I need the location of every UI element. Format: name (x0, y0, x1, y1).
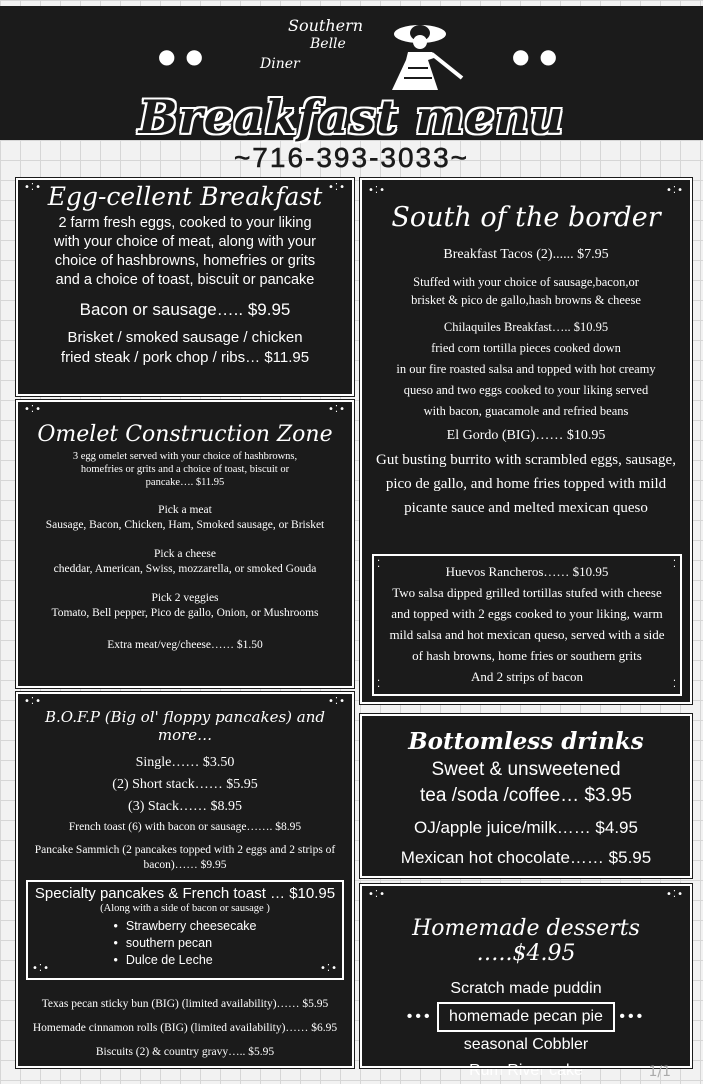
list-item: • Strawberry cheesecake (113, 918, 256, 935)
logo-text-belle: Belle (310, 36, 346, 52)
extra-price: Extra meat/veg/cheese…… $1.50 (107, 639, 263, 651)
panel-south-of-border (360, 178, 692, 704)
pick-meat: Pick a meat Sausage, Bacon, Chicken, Ham, Smoked sausage, or Brisket (45, 504, 325, 531)
diner-logo (240, 12, 470, 92)
tacos-price: Breakfast Tacos (2)...... $7.95 (443, 247, 609, 262)
corner-ornament: •⁚• (328, 404, 346, 415)
list-item: Rum River cake (469, 1062, 583, 1079)
phone-number[interactable]: ~716-393-3033~ (233, 142, 470, 173)
specialty-title: Specialty pancakes & French toast … $10.95 (34, 885, 336, 902)
chilaquiles: Chilaquiles Breakfast….. $10.95 fried corn tortilla pieces cooked down in our fire roasted salsa and topped with hot creamy queso and two eggs cooked to your liking served with bacon, guacamole and refried beans (396, 320, 656, 418)
southern-belle-icon (368, 14, 468, 92)
corner-ornament: •⁚• (320, 963, 338, 974)
panel-egg-cellent (16, 178, 354, 396)
sammich-price: Pancake Sammich (2 pancakes topped with 2 eggs and 2 strips of bacon)…… $9.95 (34, 844, 336, 871)
corner-ornament: •⁚• (328, 696, 346, 707)
logo-text-diner: Diner (260, 56, 300, 72)
corner-ornament: ⁚ (672, 559, 677, 570)
page-title: Breakfast menu (138, 90, 565, 144)
section-title: B.O.F.P (Big ol' floppy pancakes) and more… (45, 708, 325, 744)
corner-ornament: ⁚ (377, 679, 382, 690)
decorative-dots-right: ●● (512, 44, 567, 68)
panel-pancakes (16, 692, 354, 1068)
specialty-note: (Along with a side of bacon or sausage ) (100, 903, 270, 914)
panel-drinks (360, 714, 692, 878)
corner-ornament: •⁚• (368, 889, 386, 900)
dessert-list (362, 976, 690, 1084)
corner-ornament: •⁚• (24, 182, 42, 193)
corner-ornament: •⁚• (32, 963, 50, 974)
gordo-price: El Gordo (BIG)…… $10.95 (446, 428, 606, 443)
pick-veggies: Pick 2 veggies Tomato, Bell pepper, Pico de gallo, Onion, or Mushrooms (51, 592, 319, 619)
specialty-box (26, 880, 344, 980)
list-item: • southern pecan (113, 935, 256, 952)
menu-price: Brisket / smoked sausage / chicken fried steak / pork chop / ribs… $11.95 (60, 329, 310, 366)
tacos-description: Stuffed with your choice of sausage,bacon,or brisket & pico de gallo,hash browns & cheese (411, 275, 641, 307)
pancake-prices: Single…… $3.50 (2) Short stack…… $5.95 (3) Stack…… $8.95 (112, 755, 258, 814)
section-title: Bottomless drinks (408, 728, 644, 755)
list-item: • Dulce de Leche (113, 952, 256, 969)
french-toast-price: French toast (6) with bacon or sausage……. $8.95 (68, 821, 302, 833)
corner-ornament: ⁚ (672, 679, 677, 690)
list-item: ••• homemade pecan pie ••• (362, 1002, 690, 1032)
section-title: Homemade desserts …..$4.95 (412, 916, 640, 966)
corner-ornament: •⁚• (24, 404, 42, 415)
egg-description: 2 farm fresh eggs, cooked to your liking with your choice of meat, along with your choice of hashbrowns, homefries or grits and a choice of toast, biscuit or pancake (54, 215, 316, 288)
logo-text-southern: Southern (288, 16, 364, 35)
section-title: Omelet Construction Zone (37, 422, 333, 447)
corner-ornament: •⁚• (666, 889, 684, 900)
corner-ornament: •⁚• (328, 182, 346, 193)
drinks-prices: OJ/apple juice/milk…… $4.95 Mexican hot chocolate…… $5.95 (400, 818, 652, 867)
corner-ornament: •⁚• (368, 185, 386, 196)
page-number: 1/1 (648, 1064, 671, 1080)
gordo-description: Gut busting burrito with scrambled eggs, sausage, pico de gallo, and home fries topped with mild picante sauce and melted mexican queso (376, 452, 676, 516)
panel-omelet (16, 400, 354, 688)
huevos-rancheros: Huevos Rancheros…… $10.95 Two salsa dipped grilled tortillas stufed with cheese and topped with 2 eggs cooked to your liking, warm mild salsa and hot mexican queso, served with a side of hash browns, home fries or southern grits And 2 strips of bacon (389, 564, 665, 684)
baked-goods: Texas pecan sticky bun (BIG) (limited availability)…… $5.95 Homemade cinnamon rolls (BIG) (limited availability)…… $6.95 Biscuits (2) & country gravy….. $5.95 (32, 998, 338, 1058)
section-title: Egg-cellent Breakfast (47, 182, 323, 211)
list-item: Scratch made puddin (450, 980, 602, 997)
list-item: seasonal Cobbler (463, 1036, 589, 1053)
menu-header (0, 6, 703, 144)
decorative-dots-left: ●● (158, 44, 213, 68)
corner-ornament: •⁚• (666, 185, 684, 196)
corner-ornament: ⁚ (377, 559, 382, 570)
drinks-list: Sweet & unsweetened tea /soda /coffee… $3.95 (420, 759, 632, 806)
pick-cheese: Pick a cheese cheddar, American, Swiss, mozzarella, or smoked Gouda (53, 548, 317, 575)
corner-ornament: •⁚• (24, 696, 42, 707)
decorative-dots: ••• (619, 1008, 646, 1025)
menu-price: Bacon or sausage….. $9.95 (79, 300, 291, 319)
huevos-box (372, 554, 682, 696)
section-title: South of the border (391, 202, 661, 233)
decorative-dots: ••• (406, 1008, 433, 1025)
specialty-list (113, 918, 256, 969)
omelet-description: 3 egg omelet served with your choice of hashbrowns, homefries or grits and a choice of toast, biscuit or pancake…. $11.95 (72, 451, 298, 488)
